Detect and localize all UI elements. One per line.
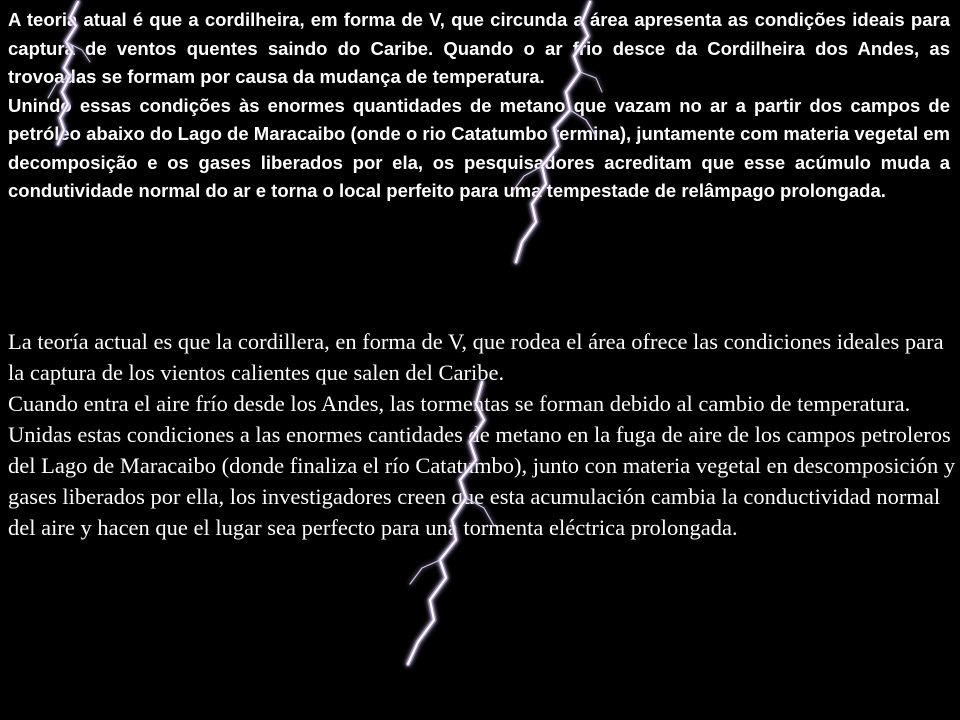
spanish-text-block	[8, 326, 956, 543]
spanish-paragraph-1: La teoría actual es que la cordillera, en forma de V, que rodea el área ofrece las condiciones ideales para la captura de los vientos calientes que salen del Caribe.	[8, 329, 944, 385]
spanish-paragraph-3: Unidas estas condiciones a las enormes cantidades de metano en la fuga de aire de los campos petroleros del Lago de Maracaibo (donde finaliza el río Catatumbo), junto con materia vegetal en descomposición y gases liberados por ella, los investigadores creen que esta acumulación cambia la conductividad normal del aire y hacen que el lugar sea perfecto para una tormenta eléctrica prolongada.	[8, 422, 956, 540]
portuguese-paragraph-1: A teoria atual é que a cordilheira, em forma de V, que circunda a área apresenta as condições ideais para captura de ventos quentes saindo do Caribe. Quando o ar frio desce da Cordilheira dos Andes, as trovoadas se formam por causa da mudança de temperatura.	[8, 9, 950, 87]
portuguese-text-block	[8, 6, 950, 206]
portuguese-paragraph-2: Unindo essas condições às enormes quantidades de metano que vazam no ar a partir dos campos de petróleo abaixo do Lago de Maracaibo (onde o rio Catatumbo termina), juntamente com materia vegetal em decomposição e os gases liberados por ela, os pesquisadores acreditam que esse acúmulo muda a condutividade normal do ar e torna o local perfeito para uma tempestade de relâmpago prolongada.	[8, 94, 950, 201]
spanish-paragraph-2: Cuando entra el aire frío desde los Andes, las tormentas se forman debido al cambio de temperatura.	[8, 391, 911, 416]
